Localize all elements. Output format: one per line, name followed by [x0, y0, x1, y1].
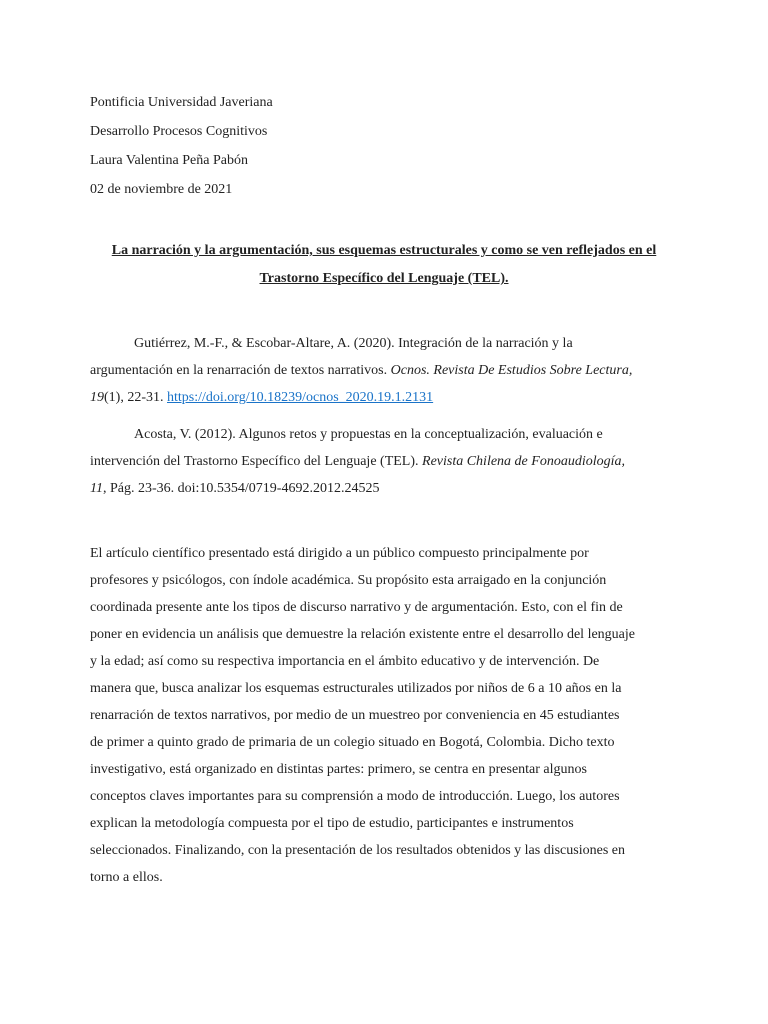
- reference-2-pages: , Pág. 23-36. doi:10.5354/0719-4692.2012.24525: [102, 481, 380, 496]
- reference-2-journal: Revista Chilena de Fonoaudiología,: [422, 454, 625, 469]
- title-line-1: La narración y la argumentación, sus esquemas estructurales y como se ven reflejados en el: [111, 243, 657, 258]
- body-line: torno a ellos.: [90, 870, 163, 885]
- reference-1-line-2: [90, 362, 632, 380]
- reference-2-line-2: [90, 453, 625, 471]
- body-line: explican la metodología compuesta por el tipo de estudio, participantes e instrumentos: [90, 816, 574, 831]
- body-line: coordinada presente ante los tipos de discurso narrativo y de argumentación. Esto, con el fin de: [90, 600, 623, 615]
- reference-2-line-3: [90, 480, 379, 498]
- reference-1-pages: (1), 22-31.: [104, 390, 167, 405]
- body-line: y la edad; así como su respectiva importancia en el ámbito educativo y de intervención. De: [90, 654, 600, 669]
- body-line: El artículo científico presentado está dirigido a un público compuesto principalmente por: [90, 546, 589, 561]
- body-line: conceptos claves importantes para su comprensión a modo de introducción. Luego, los autores: [90, 789, 620, 804]
- title-line-2: Trastorno Específico del Lenguaje (TEL).: [259, 271, 509, 286]
- body-line: poner en evidencia un análisis que demuestre la relación existente entre el desarrollo del lenguaje: [90, 627, 635, 642]
- reference-2-text: intervención del Trastorno Específico del Lenguaje (TEL).: [90, 454, 423, 469]
- reference-2-line-1: Acosta, V. (2012). Algunos retos y propuestas en la conceptualización, evaluación e: [134, 427, 603, 442]
- body-line: renarración de textos narrativos, por medio de un muestreo por conveniencia en 45 estudiantes: [90, 708, 620, 723]
- reference-1-doi-link[interactable]: https://doi.org/10.18239/ocnos_2020.19.1.2131: [167, 390, 434, 405]
- body-line: manera que, busca analizar los esquemas estructurales utilizados por niños de 6 a 10 años en la: [90, 681, 622, 696]
- body-line: profesores y psicólogos, con índole académica. Su propósito esta arraigado en la conjunción: [90, 573, 607, 588]
- reference-1-journal: Ocnos. Revista De Estudios Sobre Lectura,: [390, 363, 633, 378]
- reference-1-line-1: Gutiérrez, M.-F., & Escobar-Altare, A. (2020). Integración de la narración y la: [134, 336, 573, 351]
- reference-1-line-3: [90, 389, 433, 407]
- body-line: investigativo, está organizado en distintas partes: primero, se centra en presentar algunos: [90, 762, 587, 777]
- body-line: seleccionados. Finalizando, con la presentación de los resultados obtenidos y las discusiones en: [90, 843, 625, 858]
- reference-1-text: argumentación en la renarración de textos narrativos.: [90, 363, 391, 378]
- course-name: Desarrollo Procesos Cognitivos: [90, 124, 268, 139]
- university-name: Pontificia Universidad Javeriana: [90, 95, 273, 110]
- author-name: Laura Valentina Peña Pabón: [90, 153, 248, 168]
- document-date: 02 de noviembre de 2021: [90, 182, 233, 197]
- reference-1-volume: 19: [90, 390, 104, 405]
- reference-2-volume: 11: [90, 481, 103, 496]
- body-line: de primer a quinto grado de primaria de un colegio situado en Bogotá, Colombia. Dicho texto: [90, 735, 615, 750]
